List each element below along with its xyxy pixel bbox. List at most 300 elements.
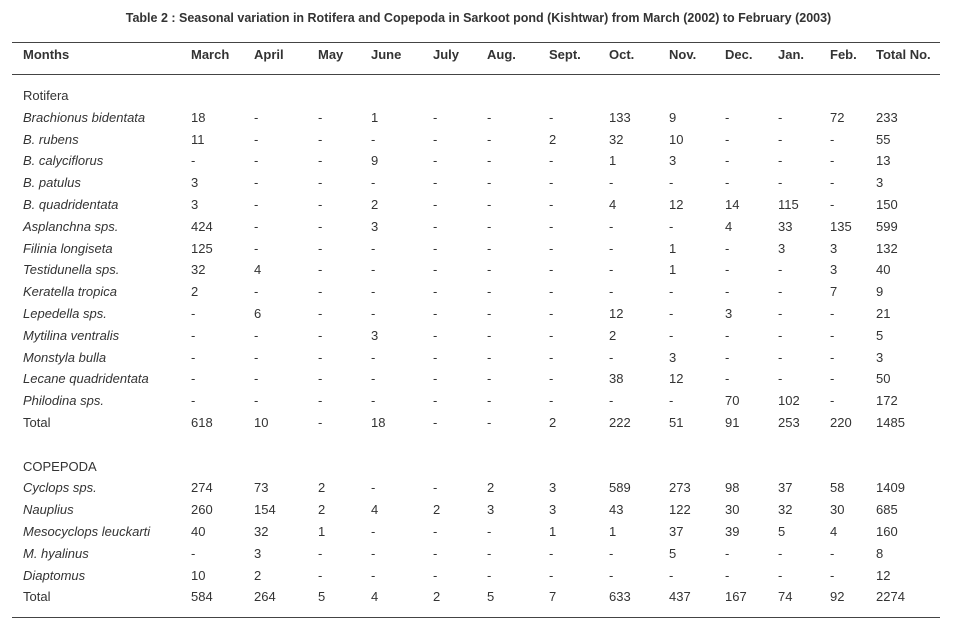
- table-cell: -: [433, 480, 438, 496]
- species-name: Monstyla bulla: [23, 349, 107, 365]
- table-cell: -: [371, 240, 376, 256]
- table-cell: -: [778, 567, 783, 583]
- species-name: Mytilina ventralis: [23, 327, 120, 343]
- table-cell: -: [778, 109, 783, 125]
- total-cell: 4: [371, 589, 379, 605]
- table-cell: -: [609, 393, 614, 409]
- table-cell: -: [487, 240, 492, 256]
- total-cell: 2: [433, 589, 441, 605]
- table-cell: 37: [778, 480, 793, 496]
- table-cell: 40: [876, 262, 891, 278]
- table-cell: 1: [318, 524, 326, 539]
- species-name: Nauplius: [23, 502, 74, 518]
- table-cell: -: [549, 349, 554, 365]
- table-cell: -: [254, 349, 259, 365]
- table-cell: -: [371, 480, 376, 496]
- table-cell: 12: [669, 197, 684, 212]
- species-name: Testidunella sps.: [23, 262, 120, 278]
- species-name: Lecane quadridentata: [23, 371, 149, 387]
- table-cell: 1: [549, 524, 557, 539]
- total-cell: 264: [254, 589, 276, 605]
- table-cell: -: [433, 284, 438, 300]
- table-cell: 39: [725, 524, 740, 539]
- table-cell: 3: [191, 197, 199, 212]
- table-cell: 133: [609, 109, 631, 125]
- table-cell: -: [669, 393, 674, 409]
- table-cell: -: [191, 327, 196, 343]
- table-cell: 2: [609, 327, 617, 343]
- table-cell: -: [778, 284, 783, 300]
- table-cell: -: [433, 306, 438, 321]
- total-cell: 2274: [876, 589, 905, 605]
- table-cell: 32: [254, 524, 269, 539]
- table-cell: 233: [876, 109, 898, 125]
- table-cell: 13: [876, 153, 891, 169]
- table-cell: 55: [876, 131, 891, 147]
- table-cell: -: [318, 197, 323, 212]
- table-cell: 135: [830, 218, 852, 234]
- table-cell: 1: [371, 109, 379, 125]
- total-cell: 253: [778, 415, 800, 430]
- table-cell: 33: [778, 218, 793, 234]
- table-cell: -: [778, 327, 783, 343]
- table-cell: -: [254, 153, 259, 169]
- table-cell: -: [549, 284, 554, 300]
- table-cell: -: [725, 131, 730, 147]
- table-cell: -: [778, 131, 783, 147]
- table-cell: 274: [191, 480, 213, 496]
- total-cell: -: [318, 415, 323, 430]
- table-cell: -: [549, 197, 554, 212]
- species-name: Asplanchna sps.: [23, 218, 119, 234]
- table-cell: -: [318, 175, 323, 191]
- table-cell: 4: [609, 197, 617, 212]
- table-cell: -: [549, 567, 554, 583]
- table-cell: -: [371, 545, 376, 561]
- table-cell: -: [830, 371, 835, 387]
- table-cell: -: [830, 327, 835, 343]
- table-cell: 4: [254, 262, 262, 278]
- table-cell: -: [830, 306, 835, 321]
- table-cell: 3: [725, 306, 733, 321]
- table-cell: 1: [669, 240, 677, 256]
- species-name: B. rubens: [23, 131, 79, 147]
- total-cell: 5: [487, 589, 495, 605]
- table-cell: -: [830, 393, 835, 409]
- table-cell: -: [254, 327, 259, 343]
- table-cell: -: [549, 327, 554, 343]
- table-cell: -: [487, 327, 492, 343]
- table-cell: 38: [609, 371, 624, 387]
- table-cell: 3: [830, 262, 838, 278]
- table-cell: -: [487, 109, 492, 125]
- total-cell: -: [487, 415, 492, 430]
- table-cell: -: [669, 175, 674, 191]
- table-cell: -: [487, 262, 492, 278]
- table-cell: 3: [830, 240, 838, 256]
- table-cell: 5: [778, 524, 786, 539]
- table-cell: -: [609, 567, 614, 583]
- table-cell: 3: [669, 153, 677, 169]
- header-col: Nov.: [669, 47, 697, 62]
- table-cell: -: [487, 153, 492, 169]
- table-cell: -: [669, 218, 674, 234]
- table-cell: -: [433, 371, 438, 387]
- table-cell: -: [725, 284, 730, 300]
- table-cell: 12: [669, 371, 684, 387]
- table-cell: -: [433, 153, 438, 169]
- table-cell: 3: [876, 175, 884, 191]
- table-cell: 3: [254, 545, 262, 561]
- species-name: Keratella tropica: [23, 284, 117, 300]
- table-cell: 154: [254, 502, 276, 518]
- species-name: Mesocyclops leuckarti: [23, 524, 151, 539]
- table-cell: -: [830, 197, 835, 212]
- table-cell: -: [318, 306, 323, 321]
- table-cell: -: [669, 306, 674, 321]
- table-cell: 2: [254, 567, 262, 583]
- table-cell: -: [318, 153, 323, 169]
- species-name: B. quadridentata: [23, 197, 119, 212]
- table-cell: -: [371, 131, 376, 147]
- table-cell: -: [254, 131, 259, 147]
- table-cell: -: [487, 545, 492, 561]
- table-cell: -: [549, 393, 554, 409]
- table-cell: -: [778, 545, 783, 561]
- table-cell: -: [371, 371, 376, 387]
- table-cell: 3: [487, 502, 495, 518]
- table-cell: -: [725, 240, 730, 256]
- table-cell: 9: [669, 109, 677, 125]
- table-cell: -: [725, 567, 730, 583]
- table-cell: 43: [609, 502, 624, 518]
- table-cell: -: [318, 240, 323, 256]
- species-name: B. calyciflorus: [23, 153, 104, 169]
- total-cell: 5: [318, 589, 326, 605]
- total-cell: 10: [254, 415, 269, 430]
- table-cell: -: [830, 131, 835, 147]
- table-cell: 12: [609, 306, 624, 321]
- table-cell: 6: [254, 306, 262, 321]
- table-cell: -: [778, 175, 783, 191]
- table-cell: -: [609, 218, 614, 234]
- rotifera-total-label: Total: [23, 415, 51, 430]
- table-cell: -: [318, 262, 323, 278]
- table-cell: -: [433, 240, 438, 256]
- table-cell: -: [487, 524, 492, 539]
- table-cell: -: [254, 218, 259, 234]
- table-cell: 4: [371, 502, 379, 518]
- species-name: Filinia longiseta: [23, 240, 113, 256]
- table-cell: 1: [669, 262, 677, 278]
- table-cell: -: [318, 545, 323, 561]
- table-cell: 172: [876, 393, 898, 409]
- table-cell: -: [669, 327, 674, 343]
- total-cell: 51: [669, 415, 684, 430]
- table-cell: 260: [191, 502, 213, 518]
- total-cell: 220: [830, 415, 852, 430]
- table-cell: 14: [725, 197, 740, 212]
- total-cell: 222: [609, 415, 631, 430]
- header-col: April: [254, 47, 284, 62]
- total-cell: 92: [830, 589, 845, 605]
- table-cell: -: [609, 240, 614, 256]
- header-col: Total No.: [876, 47, 931, 62]
- table-cell: 10: [191, 567, 206, 583]
- table-cell: 9: [371, 153, 379, 169]
- header-col: Oct.: [609, 47, 635, 62]
- table-cell: -: [433, 109, 438, 125]
- table-cell: -: [549, 218, 554, 234]
- table-cell: -: [318, 567, 323, 583]
- species-name: Philodina sps.: [23, 393, 104, 409]
- table-cell: -: [778, 371, 783, 387]
- table-cell: 589: [609, 480, 631, 496]
- table-cell: 1: [609, 524, 617, 539]
- table-cell: -: [371, 393, 376, 409]
- table-cell: -: [609, 175, 614, 191]
- table-cell: 2: [191, 284, 199, 300]
- table-cell: 70: [725, 393, 740, 409]
- table-cell: -: [318, 284, 323, 300]
- total-cell: 74: [778, 589, 793, 605]
- table-cell: -: [725, 175, 730, 191]
- table-cell: -: [778, 262, 783, 278]
- table-cell: -: [371, 524, 376, 539]
- table-cell: -: [778, 306, 783, 321]
- table-cell: 3: [669, 349, 677, 365]
- table-cell: 30: [830, 502, 845, 518]
- table-cell: -: [549, 153, 554, 169]
- table-cell: -: [725, 153, 730, 169]
- table-cell: -: [433, 349, 438, 365]
- table-cell: -: [318, 349, 323, 365]
- table-cell: -: [318, 393, 323, 409]
- table-cell: 11: [191, 131, 205, 147]
- table-cell: 2: [318, 502, 326, 518]
- table-cell: -: [254, 109, 259, 125]
- table-cell: 3: [371, 218, 379, 234]
- table-cell: -: [254, 393, 259, 409]
- table-cell: -: [191, 371, 196, 387]
- table-cell: 3: [549, 480, 557, 496]
- total-cell: 633: [609, 589, 631, 605]
- table-cell: 1: [609, 153, 617, 169]
- table-cell: 37: [669, 524, 684, 539]
- table-cell: 122: [669, 502, 691, 518]
- table-cell: -: [191, 349, 196, 365]
- table-cell: 2: [371, 197, 379, 212]
- table-cell: -: [725, 349, 730, 365]
- table-cell: -: [487, 218, 492, 234]
- table-cell: 2: [487, 480, 495, 496]
- total-cell: 2: [549, 415, 557, 430]
- table-cell: -: [433, 545, 438, 561]
- table-cell: 115: [778, 197, 799, 212]
- rotifera-section-title: Rotifera: [23, 88, 69, 103]
- table-cell: 2: [549, 131, 557, 147]
- header-rule: [12, 74, 940, 75]
- header-col: Aug.: [487, 47, 516, 62]
- table-cell: -: [371, 306, 376, 321]
- table-cell: 32: [609, 131, 624, 147]
- table-cell: 12: [876, 567, 891, 583]
- table-cell: 7: [830, 284, 838, 300]
- table-cell: 4: [830, 524, 838, 539]
- table-cell: 4: [725, 218, 733, 234]
- header-col: Feb.: [830, 47, 857, 62]
- top-rule: [12, 42, 940, 43]
- table-cell: -: [778, 349, 783, 365]
- table-cell: -: [487, 197, 492, 212]
- table-cell: -: [778, 153, 783, 169]
- table-cell: -: [371, 284, 376, 300]
- table-cell: 3: [371, 327, 379, 343]
- table-cell: -: [487, 393, 492, 409]
- table-cell: -: [725, 327, 730, 343]
- table-cell: -: [487, 567, 492, 583]
- table-cell: 9: [876, 284, 884, 300]
- table-cell: 58: [830, 480, 845, 496]
- table-cell: 98: [725, 480, 740, 496]
- table-cell: -: [433, 327, 438, 343]
- table-cell: 10: [669, 131, 684, 147]
- table-cell: -: [191, 153, 196, 169]
- table-cell: 8: [876, 545, 884, 561]
- table-cell: -: [318, 131, 323, 147]
- table-cell: 685: [876, 502, 898, 518]
- species-name: B. patulus: [23, 175, 81, 191]
- table-cell: 72: [830, 109, 845, 125]
- total-cell: 18: [371, 415, 386, 430]
- table-cell: -: [609, 545, 614, 561]
- table-cell: -: [318, 218, 323, 234]
- table-cell: -: [191, 545, 196, 561]
- table-cell: -: [433, 218, 438, 234]
- species-name: Brachionus bidentata: [23, 109, 146, 125]
- copepoda-section-title: COPEPODA: [23, 458, 97, 474]
- table-cell: -: [433, 567, 438, 583]
- table-cell: 150: [876, 197, 898, 212]
- table-cell: -: [254, 371, 259, 387]
- table-cell: 3: [778, 240, 786, 256]
- table-cell: -: [254, 240, 259, 256]
- table-cell: -: [830, 153, 835, 169]
- table-cell: -: [609, 284, 614, 300]
- table-cell: -: [549, 262, 554, 278]
- table-cell: 1409: [876, 480, 905, 496]
- table-cell: -: [609, 262, 614, 278]
- table-cell: -: [371, 262, 376, 278]
- table-cell: -: [549, 109, 554, 125]
- copepoda-total-label: Total: [23, 589, 51, 605]
- total-cell: 1485: [876, 415, 905, 430]
- bottom-rule: [12, 617, 940, 618]
- table-cell: -: [487, 175, 492, 191]
- table-cell: -: [830, 545, 835, 561]
- species-name: M. hyalinus: [23, 545, 89, 561]
- table-cell: 18: [191, 109, 206, 125]
- table-cell: -: [830, 175, 835, 191]
- table-cell: 32: [191, 262, 206, 278]
- total-cell: 7: [549, 589, 557, 605]
- table-cell: -: [254, 175, 259, 191]
- table-cell: -: [433, 262, 438, 278]
- total-cell: 618: [191, 415, 213, 430]
- table-caption: Table 2 : Seasonal variation in Rotifera and Copepoda in Sarkoot pond (Kishtwar) from March (2002) to February (2003): [125, 11, 832, 25]
- table-cell: -: [830, 567, 835, 583]
- table-cell: -: [725, 109, 730, 125]
- table-cell: 30: [725, 502, 740, 518]
- table-cell: -: [609, 349, 614, 365]
- table-cell: -: [371, 349, 376, 365]
- table-cell: -: [725, 371, 730, 387]
- table-cell: -: [725, 545, 730, 561]
- table-cell: 3: [191, 175, 199, 191]
- total-cell: 167: [725, 589, 747, 605]
- table-cell: -: [254, 284, 259, 300]
- table-cell: -: [549, 545, 554, 561]
- table-cell: -: [487, 306, 492, 321]
- table-cell: -: [433, 197, 438, 212]
- header-col: June: [371, 47, 402, 62]
- table-cell: 424: [191, 218, 213, 234]
- table-cell: 21: [876, 306, 891, 321]
- table-cell: -: [433, 524, 438, 539]
- table-cell: -: [191, 393, 196, 409]
- table-cell: -: [725, 262, 730, 278]
- table-cell: -: [371, 175, 376, 191]
- table-cell: -: [433, 131, 438, 147]
- species-name: Diaptomus: [23, 567, 86, 583]
- table-cell: 160: [876, 524, 898, 539]
- table-cell: -: [549, 240, 554, 256]
- table-cell: -: [318, 371, 323, 387]
- table-cell: -: [371, 567, 376, 583]
- table-cell: -: [549, 371, 554, 387]
- header-col: Sept.: [549, 47, 581, 62]
- table-cell: 40: [191, 524, 206, 539]
- table-cell: -: [191, 306, 196, 321]
- total-cell: 91: [725, 415, 740, 430]
- table-cell: -: [830, 349, 835, 365]
- table-cell: -: [318, 109, 323, 125]
- table-cell: 5: [876, 327, 884, 343]
- header-col: May: [318, 47, 344, 62]
- species-name: Lepedella sps.: [23, 306, 107, 321]
- header-col: Dec.: [725, 47, 753, 62]
- table-cell: -: [549, 306, 554, 321]
- table-cell: 32: [778, 502, 793, 518]
- table-cell: 2: [318, 480, 326, 496]
- total-cell: 437: [669, 589, 691, 605]
- header-col: Jan.: [778, 47, 805, 62]
- table-cell: 273: [669, 480, 691, 496]
- table-cell: -: [254, 197, 259, 212]
- table-cell: 50: [876, 371, 891, 387]
- table-cell: 2: [433, 502, 441, 518]
- table-cell: -: [549, 175, 554, 191]
- table-cell: 3: [876, 349, 884, 365]
- table-cell: 102: [778, 393, 800, 409]
- table-cell: 5: [669, 545, 677, 561]
- table-cell: -: [433, 393, 438, 409]
- table-cell: 3: [549, 502, 557, 518]
- total-cell: -: [433, 415, 438, 430]
- table-cell: 73: [254, 480, 269, 496]
- header-col: July: [433, 47, 460, 62]
- table-cell: 125: [191, 240, 213, 256]
